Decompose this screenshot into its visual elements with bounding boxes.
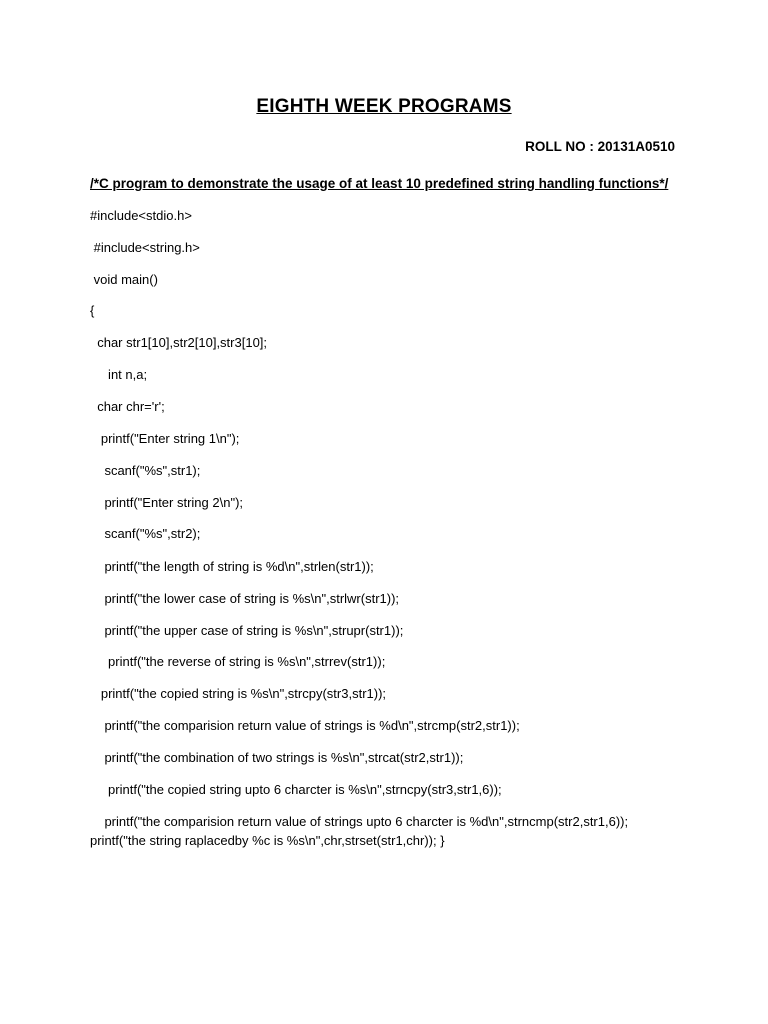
code-line: char chr='r'; — [90, 399, 165, 414]
code-line: printf("the comparision return value of strings is %d\n",strcmp(str2,str1)); — [90, 718, 520, 733]
code-line: scanf("%s",str2); — [90, 526, 201, 541]
code-line: printf("the string raplacedby %c is %s\n",chr,strset(str1,chr)); } — [90, 833, 445, 848]
code-line: printf("the upper case of string is %s\n",strupr(str1)); — [90, 623, 404, 638]
page-title: EIGHTH WEEK PROGRAMS — [256, 96, 512, 117]
code-line: printf("Enter string 1\n"); — [90, 431, 240, 446]
program-comment: /*C program to demonstrate the usage of at least 10 predefined string handling functions*/ — [90, 176, 669, 191]
code-line: void main() — [90, 272, 158, 287]
code-line: #include<stdio.h> — [90, 208, 192, 223]
code-line: char str1[10],str2[10],str3[10]; — [90, 335, 268, 350]
code-line: printf("the copied string is %s\n",strcpy(str3,str1)); — [90, 686, 387, 701]
code-line: #include<string.h> — [90, 240, 200, 255]
code-line: printf("the copied string upto 6 charcter is %s\n",strncpy(str3,str1,6)); — [90, 782, 502, 797]
code-line: printf("the lower case of string is %s\n",strlwr(str1)); — [90, 591, 400, 606]
roll-number: ROLL NO : 20131A0510 — [525, 139, 675, 154]
code-line: int n,a; — [90, 367, 148, 382]
code-line: printf("the combination of two strings is %s\n",strcat(str2,str1)); — [90, 750, 464, 765]
code-line: scanf("%s",str1); — [90, 463, 201, 478]
code-line: printf("the comparision return value of strings upto 6 charcter is %d\n",strncmp(str2,str1,6)); — [90, 814, 629, 829]
code-line: { — [90, 303, 95, 318]
code-line: printf("the length of string is %d\n",strlen(str1)); — [90, 559, 374, 574]
code-line: printf("Enter string 2\n"); — [90, 495, 244, 510]
code-line: printf("the reverse of string is %s\n",strrev(str1)); — [90, 654, 386, 669]
